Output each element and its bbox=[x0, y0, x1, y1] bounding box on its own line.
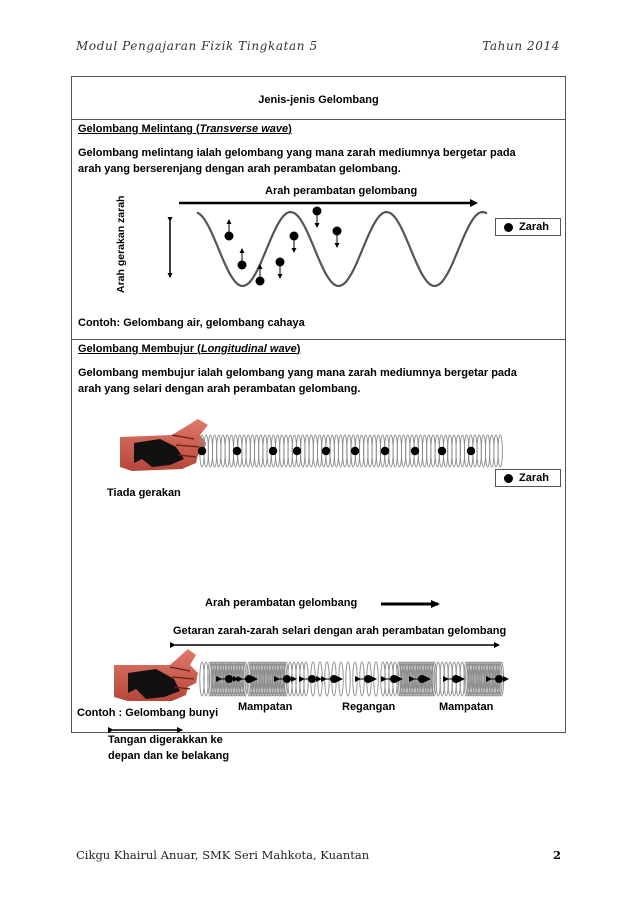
spring-coil bbox=[259, 435, 263, 467]
spring-coil bbox=[330, 435, 334, 467]
spring-coil bbox=[494, 435, 498, 467]
spring-coil bbox=[456, 435, 460, 467]
spring-coil bbox=[242, 435, 246, 467]
spring-coil bbox=[452, 435, 456, 467]
particles-at-rest bbox=[198, 447, 475, 455]
spring-coil bbox=[212, 435, 216, 467]
spring-coil bbox=[309, 435, 313, 467]
spring-coil bbox=[246, 435, 250, 467]
page-number: 2 bbox=[553, 848, 562, 862]
particle-dot-icon bbox=[504, 474, 513, 483]
spring-coil bbox=[359, 435, 363, 467]
transverse-legend: Zarah bbox=[495, 218, 561, 236]
particle bbox=[364, 675, 372, 683]
spring-coil bbox=[368, 435, 372, 467]
spring-coil bbox=[353, 662, 357, 696]
longitudinal-definition: Gelombang membujur ialah gelombang yang mana zarah mediumnya bergetar pada arah yang selari dengan arah perambatan gelombang. bbox=[78, 367, 517, 395]
spring-coil bbox=[208, 435, 212, 467]
footer-author: Cikgu Khairul Anuar, SMK Seri Mahkota, Kuantan bbox=[76, 848, 370, 862]
particle bbox=[452, 675, 460, 683]
longitudinal-section bbox=[72, 339, 565, 762]
particle bbox=[411, 447, 419, 455]
particle bbox=[269, 447, 277, 455]
particle bbox=[225, 675, 233, 683]
spring-coil bbox=[481, 435, 485, 467]
compression-label-2: Mampatan bbox=[439, 701, 494, 713]
hand-top-icon bbox=[120, 419, 208, 471]
vibration-label: Getaran zarah-zarah selari dengan arah perambatan gelombang bbox=[173, 625, 507, 637]
spring-coil bbox=[338, 435, 342, 467]
longitudinal-example: Contoh : Gelombang bunyi bbox=[77, 707, 219, 719]
spring-coil bbox=[334, 435, 338, 467]
header-year: Tahun 2014 bbox=[482, 39, 560, 53]
longitudinal-propagation-label: Arah perambatan gelombang bbox=[205, 597, 358, 609]
spring-coil bbox=[250, 435, 254, 467]
particle bbox=[467, 447, 475, 455]
transverse-particles bbox=[225, 207, 342, 286]
compression-label-1: Mampatan bbox=[238, 701, 293, 713]
transverse-section bbox=[72, 119, 565, 340]
spring-coil bbox=[397, 435, 401, 467]
particle-dot-icon bbox=[504, 223, 513, 232]
spring-coil bbox=[477, 435, 481, 467]
spring-coil bbox=[393, 435, 397, 467]
content-table bbox=[71, 76, 566, 762]
hand-bottom-icon bbox=[114, 649, 198, 701]
transverse-definition: Gelombang melintang ialah gelombang yang mana zarah mediumnya bergetar pada arah yang berserenjang dengan arah perambatan gelombang. bbox=[78, 147, 516, 175]
hand-movement-label: Tangan digerakkan ke depan dan ke belakang bbox=[108, 734, 230, 762]
particle-motion-label: Arah gerakan zarah bbox=[115, 195, 127, 293]
spring-coil bbox=[284, 435, 288, 467]
transverse-propagation-label: Arah perambatan gelombang bbox=[265, 185, 418, 197]
longitudinal-heading: Gelombang Membujur (Longitudinal wave) bbox=[78, 343, 301, 355]
spring-coil bbox=[485, 435, 489, 467]
spring-coil bbox=[401, 435, 405, 467]
transverse-wave-diagram bbox=[72, 119, 567, 339]
transverse-example: Contoh: Gelombang air, gelombang cahaya bbox=[78, 317, 305, 329]
particle bbox=[495, 675, 503, 683]
spring-coil bbox=[221, 435, 225, 467]
particle bbox=[233, 447, 241, 455]
spring-coil bbox=[448, 435, 452, 467]
rarefaction-label: Regangan bbox=[342, 701, 396, 713]
spring-coil bbox=[317, 435, 321, 467]
particle bbox=[245, 675, 253, 683]
spring-coil bbox=[422, 435, 426, 467]
particle bbox=[283, 675, 291, 683]
longitudinal-legend: Zarah bbox=[495, 469, 561, 487]
particle bbox=[381, 447, 389, 455]
spring-coil bbox=[490, 435, 494, 467]
particle bbox=[293, 447, 301, 455]
spring-coil bbox=[364, 435, 368, 467]
particle bbox=[351, 447, 359, 455]
spring-coil bbox=[389, 435, 393, 467]
particle bbox=[438, 447, 446, 455]
spring-coil bbox=[305, 435, 309, 467]
no-motion-label: Tiada gerakan bbox=[107, 487, 181, 499]
spring-coil bbox=[225, 435, 229, 467]
spring-coil bbox=[376, 435, 380, 467]
spring-coil bbox=[347, 435, 351, 467]
particle bbox=[330, 675, 338, 683]
particle bbox=[308, 675, 316, 683]
particle bbox=[322, 447, 330, 455]
spring-coil bbox=[460, 435, 464, 467]
particle bbox=[390, 675, 398, 683]
spring-coil bbox=[288, 435, 292, 467]
table-title: Jenis-jenis Gelombang bbox=[258, 94, 379, 106]
spring-coil bbox=[431, 435, 435, 467]
spring-coil bbox=[263, 435, 267, 467]
spring-coil bbox=[280, 435, 284, 467]
spring-coil bbox=[343, 435, 347, 467]
spring-coil bbox=[406, 435, 410, 467]
spring-coil bbox=[301, 435, 305, 467]
particle bbox=[418, 675, 426, 683]
spring-coil bbox=[346, 662, 350, 696]
table-title-row bbox=[72, 77, 565, 120]
spring-coil bbox=[498, 435, 502, 467]
header-module-title: Modul Pengajaran Fizik Tingkatan 5 bbox=[76, 39, 318, 53]
spring-coil bbox=[372, 435, 376, 467]
spring-coil bbox=[254, 435, 258, 467]
particle bbox=[198, 447, 206, 455]
spring-coil bbox=[427, 435, 431, 467]
longitudinal-wave-diagram bbox=[72, 339, 567, 733]
spring-coil bbox=[313, 435, 317, 467]
sine-wave bbox=[197, 212, 487, 286]
transverse-heading: Gelombang Melintang (Transverse wave) bbox=[78, 123, 292, 135]
spring-coil bbox=[217, 435, 221, 467]
